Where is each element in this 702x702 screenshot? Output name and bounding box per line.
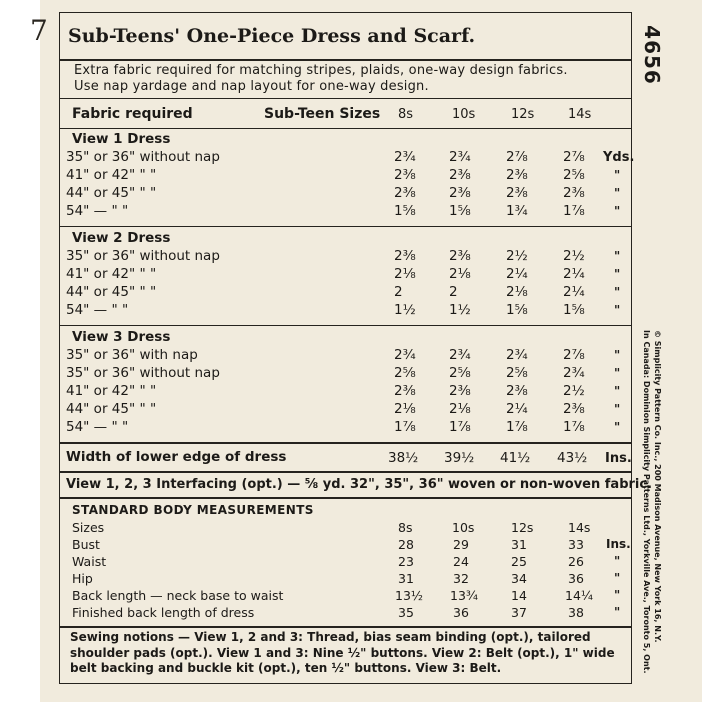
sewing-notions: [70, 630, 624, 677]
cell: 2¾: [506, 347, 528, 363]
cell: 2¾: [449, 149, 471, 165]
unit: ": [614, 303, 621, 317]
unit: Ins.: [606, 537, 631, 551]
interfacing-note: View 1, 2, 3 Interfacing (opt.) — ⅝ yd. 32", 35", 36" woven or non-woven fabric.: [66, 477, 653, 492]
row-label: 35" or 36" without nap: [66, 365, 220, 381]
sewing-notions-label: Sewing notions: [70, 630, 174, 644]
cell: 2¼: [506, 266, 528, 282]
cell: 2⅜: [449, 167, 471, 183]
width-label: Width of lower edge of dress: [66, 449, 287, 465]
cell: 1½: [449, 302, 471, 318]
cell: 28: [398, 537, 414, 552]
cell: 2⅞: [563, 149, 585, 165]
cell: 38: [568, 605, 584, 620]
cell: 1¾: [506, 203, 528, 219]
cell: 2⅜: [506, 383, 528, 399]
row-label: 41" or 42" " ": [66, 167, 157, 183]
divider: [60, 226, 631, 227]
cell: 13½: [395, 588, 424, 603]
divider: [60, 128, 631, 129]
row-label: 44" or 45" " ": [66, 401, 157, 417]
imprint-line: In Canada: Dominion Simplicity Patterns Ltd., Yorkville Ave., Toronto 5, Ont.: [642, 330, 651, 674]
row-label: Back length — neck base to waist: [72, 588, 284, 603]
cell: 41½: [500, 450, 531, 466]
unit: ": [614, 402, 621, 416]
edge-digit: 7: [30, 14, 48, 47]
cell: 1⅞: [449, 419, 471, 435]
cell: 1⅝: [394, 203, 416, 219]
size-col: 8s: [398, 107, 414, 122]
row-label: 35" or 36" without nap: [66, 149, 220, 165]
cell: 33: [568, 537, 584, 552]
cell: 36: [568, 571, 584, 586]
intro-line: Extra fabric required for matching stripes, plaids, one-way design fabrics.: [74, 63, 568, 78]
unit: ": [614, 366, 621, 380]
row-label: 35" or 36" with nap: [66, 347, 198, 363]
size-col: 10s: [452, 107, 476, 122]
view-heading: View 3 Dress: [72, 329, 171, 345]
cell: 34: [511, 571, 527, 586]
cell: 2¾: [394, 149, 416, 165]
cell: 36: [453, 605, 469, 620]
unit: ": [614, 588, 621, 602]
cell: 1⅞: [563, 419, 585, 435]
cell: 1⅝: [506, 302, 528, 318]
unit: ": [614, 249, 621, 263]
cell: 2⅜: [506, 167, 528, 183]
cell: 1⅝: [449, 203, 471, 219]
divider: [60, 442, 631, 444]
cell: 2⅞: [563, 347, 585, 363]
cell: 2¼: [563, 266, 585, 282]
divider: [60, 325, 631, 326]
cell: 1⅞: [563, 203, 585, 219]
cell: 2⅜: [563, 401, 585, 417]
publisher-imprint: [636, 330, 668, 690]
cell: 2¾: [449, 347, 471, 363]
cell: 25: [511, 554, 527, 569]
unit: ": [614, 168, 621, 182]
cell: 2⅞: [506, 149, 528, 165]
cell: 31: [511, 537, 527, 552]
cell: 13¾: [450, 588, 479, 603]
row-label: 41" or 42" " ": [66, 383, 157, 399]
cell: 2⅛: [506, 284, 528, 300]
cell: 2: [394, 284, 403, 300]
cell: 2⅜: [394, 248, 416, 264]
unit: ": [614, 186, 621, 200]
row-label: 44" or 45" " ": [66, 284, 157, 300]
cell: 2⅜: [449, 248, 471, 264]
cell: 2⅝: [449, 365, 471, 381]
cell: 14s: [568, 520, 591, 535]
divider: [60, 626, 631, 628]
row-label: 41" or 42" " ": [66, 266, 157, 282]
cell: 2½: [563, 248, 585, 264]
row-label: Hip: [72, 571, 93, 586]
cell: 1½: [394, 302, 416, 318]
cell: 2½: [563, 383, 585, 399]
view-heading: View 2 Dress: [72, 230, 171, 246]
unit: Yds.: [603, 150, 635, 165]
cell: 1⅞: [506, 419, 528, 435]
cell: 29: [453, 537, 469, 552]
cell: 2⅜: [449, 383, 471, 399]
size-col: 12s: [511, 107, 535, 122]
cell: 2⅛: [394, 401, 416, 417]
unit: ": [614, 420, 621, 434]
imprint-line: © Simplicity Pattern Co. Inc., 200 Madison Avenue, New York 16, N.Y.: [653, 330, 662, 643]
cell: 23: [398, 554, 414, 569]
cell: 43½: [557, 450, 588, 466]
row-label: 54" — " ": [66, 419, 129, 435]
row-label: Sizes: [72, 520, 105, 535]
divider: [60, 497, 631, 499]
unit: ": [614, 204, 621, 218]
size-col: 14s: [568, 107, 592, 122]
cell: 26: [568, 554, 584, 569]
intro-line: Use nap yardage and nap layout for one-way design.: [74, 79, 429, 94]
sewing-notions-text: — View 1, 2 and 3: Thread, bias seam binding (opt.), tailored shoulder pads (opt.). View 1 and 3: Nine ½" buttons. View 2: Belt (opt.), 1" wide belt backing and buckle kit (opt.), ten ½" buttons. View 3: Belt.: [70, 630, 615, 675]
cell: 38½: [388, 450, 419, 466]
sizes-header: Sub-Teen Sizes: [264, 106, 381, 122]
cell: 1⅝: [563, 302, 585, 318]
cell: 2⅛: [449, 401, 471, 417]
page-title: Sub-Teens' One-Piece Dress and Scarf.: [68, 25, 476, 47]
cell: 2¾: [394, 347, 416, 363]
row-label: 54" — " ": [66, 203, 129, 219]
unit: ": [614, 571, 621, 585]
cell: 2⅜: [394, 167, 416, 183]
unit: ": [614, 554, 621, 568]
row-label: 35" or 36" without nap: [66, 248, 220, 264]
view-heading: View 1 Dress: [72, 131, 171, 147]
cell: 2⅝: [506, 365, 528, 381]
pattern-number: [642, 10, 662, 100]
row-label: 54" — " ": [66, 302, 129, 318]
row-label: Waist: [72, 554, 107, 569]
unit: ": [614, 605, 621, 619]
cell: 2⅜: [506, 185, 528, 201]
cell: 2¼: [506, 401, 528, 417]
cell: 37: [511, 605, 527, 620]
pattern-number-text: 4656: [640, 25, 664, 85]
divider: [60, 98, 631, 99]
unit: ": [614, 267, 621, 281]
row-label: 44" or 45" " ": [66, 185, 157, 201]
cell: 2⅝: [563, 167, 585, 183]
cell: 1⅞: [394, 419, 416, 435]
divider: [60, 471, 631, 473]
unit: ": [614, 285, 621, 299]
body-measurements-title: STANDARD BODY MEASUREMENTS: [72, 503, 314, 517]
cell: 31: [398, 571, 414, 586]
row-label: Finished back length of dress: [72, 605, 255, 620]
cell: 39½: [444, 450, 475, 466]
cell: 2⅛: [449, 266, 471, 282]
cell: 14¼: [565, 588, 594, 603]
cell: 24: [453, 554, 469, 569]
cell: 32: [453, 571, 469, 586]
cell: 2½: [506, 248, 528, 264]
cell: 8s: [398, 520, 413, 535]
cell: 10s: [452, 520, 475, 535]
cell: 2⅜: [449, 185, 471, 201]
cell: 2⅜: [394, 383, 416, 399]
cell: 2⅜: [394, 185, 416, 201]
cell: 2⅝: [394, 365, 416, 381]
cell: 14: [511, 588, 527, 603]
cell: 2⅛: [394, 266, 416, 282]
fabric-header: Fabric required: [72, 106, 193, 122]
cell: 2: [449, 284, 458, 300]
cell: 2⅜: [563, 185, 585, 201]
unit: ": [614, 384, 621, 398]
unit: Ins.: [605, 451, 632, 466]
cell: 2¾: [563, 365, 585, 381]
unit: ": [614, 348, 621, 362]
divider: [60, 59, 631, 61]
row-label: Bust: [72, 537, 100, 552]
cell: 35: [398, 605, 414, 620]
cell: 12s: [511, 520, 534, 535]
cell: 2¼: [563, 284, 585, 300]
